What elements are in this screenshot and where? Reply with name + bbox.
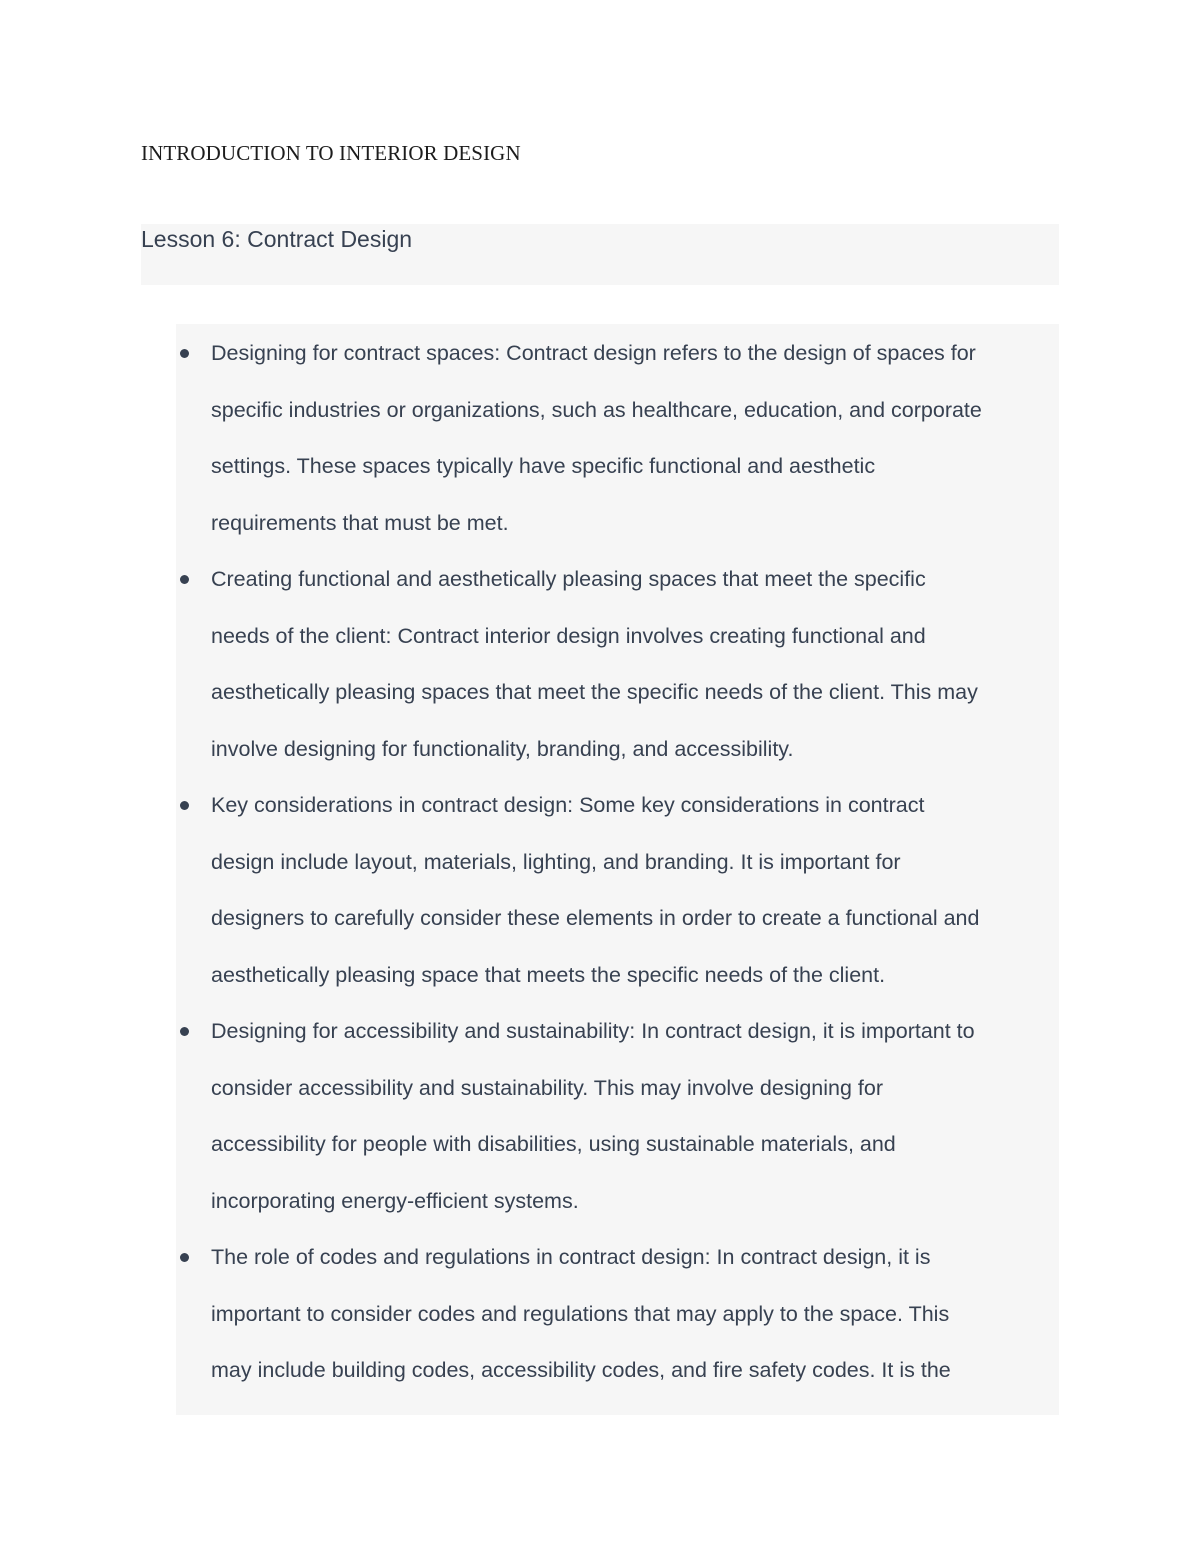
list-item-line: design include layout, materials, lighting, and branding. It is important for [211,849,901,874]
lesson-heading-block [141,224,1059,285]
bullet-list [211,325,1071,1399]
bullet-icon [180,1253,189,1262]
lesson-heading: Lesson 6: Contract Design [141,226,413,252]
list-item [211,1229,1071,1399]
list-item-line: aesthetically pleasing space that meets the specific needs of the client. [211,962,886,987]
list-item-line: designers to carefully consider these elements in order to create a functional and [211,906,980,930]
bullet-icon [180,801,189,810]
list-item-line: accessibility for people with disabilities, using sustainable materials, and [211,1132,896,1156]
bullet-icon [180,575,189,584]
list-item-line: specific industries or organizations, such as healthcare, education, and corporate [211,397,982,422]
list-item [211,1003,1071,1229]
bullet-icon [180,349,189,358]
list-item [211,325,1071,551]
list-item-line: requirements that must be met. [211,510,509,535]
list-item-line: Designing for accessibility and sustainability: In contract design, it is important to [211,1019,975,1043]
list-item-line: involve designing for functionality, branding, and accessibility. [211,736,794,761]
list-item-line: needs of the client: Contract interior design involves creating functional and [211,623,926,648]
list-item-line: important to consider codes and regulations that may apply to the space. This [211,1301,950,1326]
document-title: INTRODUCTION TO INTERIOR DESIGN [141,141,521,165]
list-item-line: may include building codes, accessibility codes, and fire safety codes. It is the [211,1358,951,1382]
list-item-line: Key considerations in contract design: Some key considerations in contract [211,793,925,817]
list-item-line: consider accessibility and sustainability. This may involve designing for [211,1075,884,1100]
bullet-icon [180,1027,189,1036]
list-item [211,777,1071,1003]
list-item-line: aesthetically pleasing spaces that meet the specific needs of the client. This may [211,680,978,704]
list-item-line: incorporating energy-efficient systems. [211,1188,579,1213]
list-item [211,551,1071,777]
list-item-line: settings. These spaces typically have specific functional and aesthetic [211,454,876,478]
list-item-line: Creating functional and aesthetically pleasing spaces that meet the specific [211,567,926,591]
list-item-line: The role of codes and regulations in contract design: In contract design, it is [211,1245,931,1269]
list-item-line: Designing for contract spaces: Contract design refers to the design of spaces for [211,341,976,365]
